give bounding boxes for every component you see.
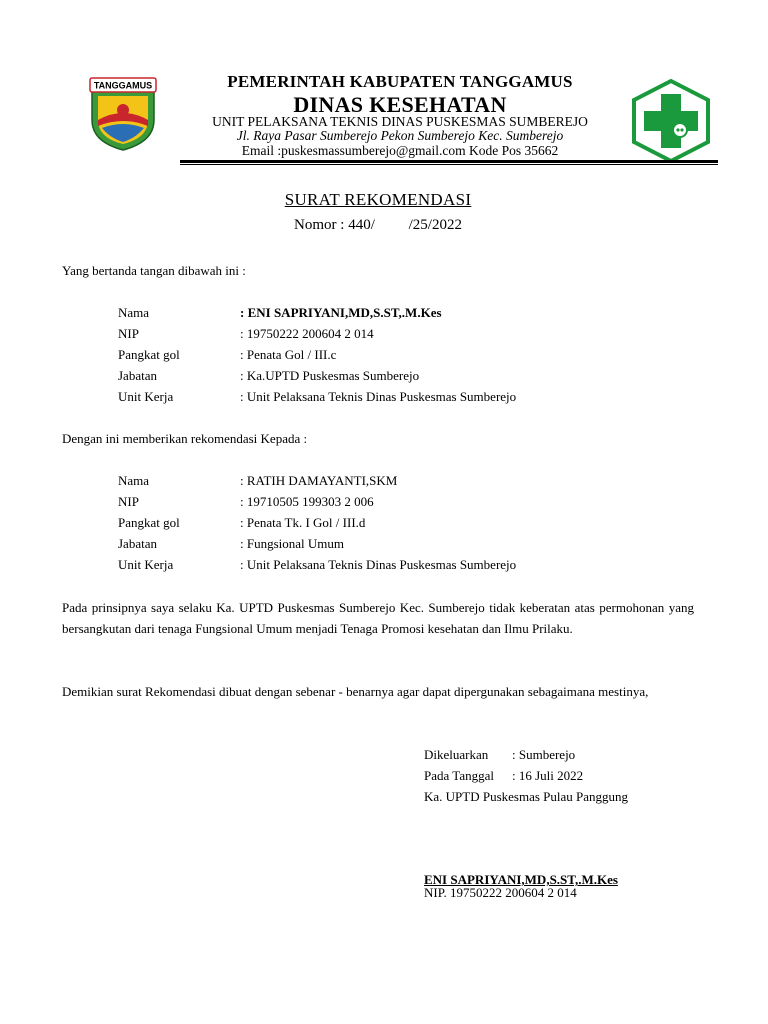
signer-nip: NIP. 19750222 200604 2 014 [424,885,577,900]
letter-title: SURAT REKOMENDASI [284,190,472,209]
recipient-row [118,491,374,512]
signer-row [118,323,374,344]
field-value: : ENI SAPRIYANI,MD,S.ST,.M.Kes [240,305,442,320]
field-label: Jabatan [118,536,157,551]
field-label: Pangkat gol [118,347,180,362]
signer-row [118,365,419,386]
closing-paragraph: Demikian surat Rekomendasi dibuat dengan sebenar - benarnya agar dapat dipergunakan sebagaimana mestinya, [62,684,649,699]
field-value: : 19710505 199303 2 006 [240,494,374,509]
field-value: : 19750222 200604 2 014 [240,326,374,341]
issued-date-row [424,765,583,786]
header-rule-thick [180,160,718,163]
signer-name: ENI SAPRIYANI,MD,S.ST,.M.Kes [424,872,618,887]
field-label: Nama [118,305,150,320]
date-value: : 16 Juli 2022 [512,768,584,783]
field-label: NIP [118,326,139,341]
signer-row [118,386,516,407]
date-label: Pada Tanggal [424,768,494,783]
field-label: Unit Kerja [118,557,174,572]
government-name: PEMERINTAH KABUPATEN TANGGAMUS [227,72,573,91]
body-paragraph: Pada prinsipnya saya selaku Ka. UPTD Puskesmas Sumberejo Kec. Sumberejo tidak keberatan atas permohonan yang bersangkutan dari tenaga Fungsional Umum menjadi Tenaga Promosi kesehatan dan Ilmu Prilaku. [62,600,694,636]
issued-value: : Sumberejo [512,747,576,762]
puskesmas-cross-logo [628,78,714,164]
header-rule-thin [180,164,718,165]
department-name: DINAS KESEHATAN [293,92,507,117]
emblem-label: TANGGAMUS [93,80,153,91]
field-value: : RATIH DAMAYANTI,SKM [240,473,398,488]
signer-position: Ka. UPTD Puskesmas Pulau Panggung [424,789,629,804]
issued-label: Dikeluarkan [424,747,489,762]
recipient-row [118,533,344,554]
tanggamus-emblem-logo [86,76,160,152]
recipient-row [118,512,365,533]
letter-number: Nomor : 440/ /25/2022 [294,217,462,233]
field-value: : Penata Gol / III.c [240,347,337,362]
recipient-row [118,470,397,491]
recommend-intro-text: Dengan ini memberikan rekomendasi Kepada : [62,431,308,446]
unit-name: UNIT PELAKSANA TEKNIS DINAS PUSKESMAS SUMBEREJO [212,114,588,129]
signer-row [118,302,442,323]
field-label: Nama [118,473,150,488]
email-line: Email :puskesmassumberejo@gmail.com Kode Pos 35662 [241,143,559,158]
field-label: Pangkat gol [118,515,180,530]
field-value: : Unit Pelaksana Teknis Dinas Puskesmas Sumberejo [240,557,517,572]
issued-place-row [424,744,575,765]
address-line: Jl. Raya Pasar Sumberejo Pekon Sumberejo Kec. Sumberejo [236,128,564,143]
field-value: : Unit Pelaksana Teknis Dinas Puskesmas Sumberejo [240,389,517,404]
field-label: Unit Kerja [118,389,174,404]
field-value: : Ka.UPTD Puskesmas Sumberejo [240,368,420,383]
signer-row [118,344,336,365]
field-label: NIP [118,494,139,509]
recipient-row [118,554,516,575]
field-value: : Penata Tk. I Gol / III.d [240,515,366,530]
field-label: Jabatan [118,368,157,383]
intro-text: Yang bertanda tangan dibawah ini : [62,263,246,278]
field-value: : Fungsional Umum [240,536,345,551]
